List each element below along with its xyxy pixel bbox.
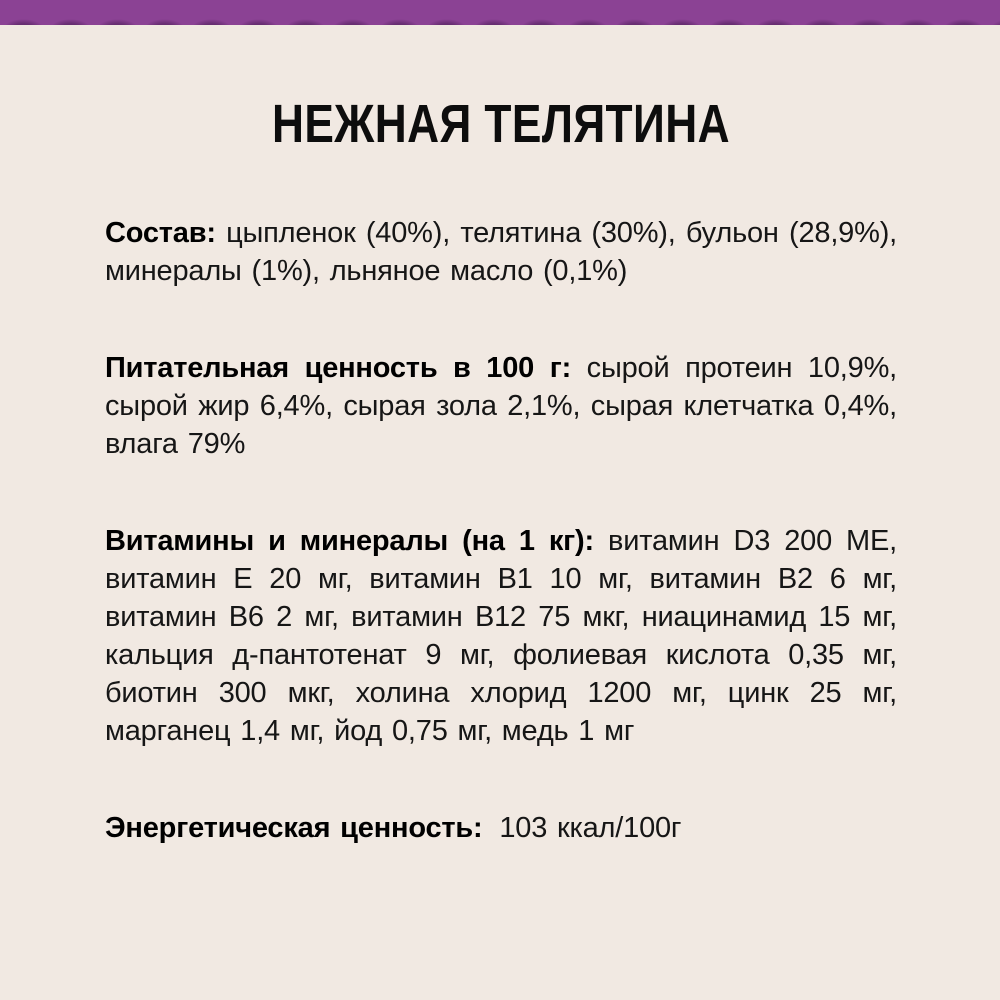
section-composition bbox=[105, 214, 897, 290]
composition-label: Состав: bbox=[105, 217, 216, 249]
section-nutrition bbox=[105, 349, 897, 463]
vitamins-text: витамин D3 200 МЕ, витамин Е 20 мг, витамин В1 10 мг, витамин В2 6 мг, витамин В6 2 мг, витамин В12 75 мкг, ниацинамид 15 мг, кальция д-пантотенат 9 мг, фолиевая кислота 0,35 мг, биотин 300 мкг, холина хлорид 1200 мг, цинк 25 мг, марганец 1,4 мг, йод 0,75 мг, медь 1 мг bbox=[105, 525, 898, 747]
section-energy bbox=[105, 809, 897, 847]
bar-decorative-pattern bbox=[0, 14, 1000, 25]
section-vitamins bbox=[105, 522, 897, 750]
nutrition-label: Питательная ценность в 100 г: bbox=[105, 352, 572, 384]
label-content bbox=[0, 95, 1000, 847]
nutrition-text: сырой протеин 10,9%, сырой жир 6,4%, сырая зола 2,1%, сырая клетчатка 0,4%, влага 79% bbox=[105, 352, 898, 460]
vitamins-label: Витамины и минералы (на 1 кг): bbox=[105, 525, 594, 557]
page-title: НЕЖНАЯ ТЕЛЯТИНА bbox=[271, 94, 731, 154]
energy-label: Энергетическая ценность: bbox=[105, 812, 483, 844]
composition-text: цыпленок (40%), телятина (30%), бульон (28,9%), минералы (1%), льняное масло (0,1%) bbox=[105, 217, 898, 287]
top-accent-bar bbox=[0, 0, 1000, 25]
energy-value: 103 ккал/100г bbox=[499, 812, 682, 844]
